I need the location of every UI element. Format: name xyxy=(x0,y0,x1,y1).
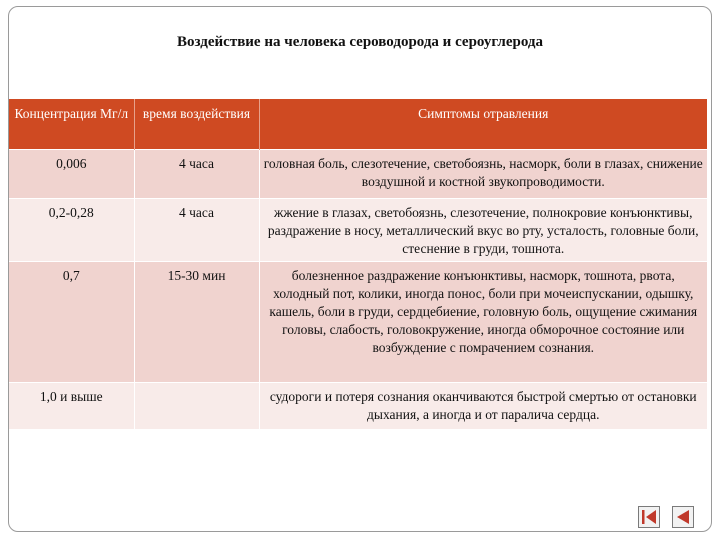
cell-symptoms: болезненное раздражение конъюнктивы, насморк, тошнота, рвота, холодный пот, колики, иногда понос, боли при мочеиспускании, одышку, кашель, боли в груди, сердцебиение, головную боль, ощущение сжимания головы, слабость, головокружение, иногда обморочное состояние или возбуждение с помрачением сознания. xyxy=(259,262,707,383)
cell-concentration: 1,0 и выше xyxy=(9,383,134,430)
table-row xyxy=(9,262,707,383)
previous-slide-icon xyxy=(673,507,693,527)
table-header-row xyxy=(9,99,707,150)
cell-concentration: 0,7 xyxy=(9,262,134,383)
cell-concentration: 0,006 xyxy=(9,150,134,199)
table-row xyxy=(9,383,707,430)
cell-symptoms: головная боль, слезотечение, светобоязнь, насморк, боли в глазах, снижение воздушной и костной звукопроводимости. xyxy=(259,150,707,199)
cell-concentration: 0,2-0,28 xyxy=(9,199,134,262)
table-row xyxy=(9,150,707,199)
first-slide-button[interactable] xyxy=(638,506,660,528)
cell-exposure-time xyxy=(134,383,259,430)
cell-symptoms: жжение в глазах, светобоязнь, слезотечение, полнокровие конъюнктивы, раздражение в носу, металлический вкус во рту, усталость, головные боли, стеснение в груди, тошнота. xyxy=(259,199,707,262)
header-symptoms: Симптомы отравления xyxy=(259,99,707,150)
header-exposure-time: время воздействия xyxy=(134,99,259,150)
poisoning-table xyxy=(9,99,707,429)
table-row xyxy=(9,199,707,262)
previous-slide-button[interactable] xyxy=(672,506,694,528)
skip-to-first-icon xyxy=(639,507,659,527)
cell-exposure-time: 15-30 мин xyxy=(134,262,259,383)
cell-symptoms: судороги и потеря сознания оканчиваются быстрой смертью от остановки дыхания, а иногда и от паралича сердца. xyxy=(259,383,707,430)
slide-title: Воздействие на человека сероводорода и сероуглерода xyxy=(177,34,543,50)
header-concentration: Концентрация Мг/л xyxy=(9,99,134,150)
cell-exposure-time: 4 часа xyxy=(134,150,259,199)
cell-exposure-time: 4 часа xyxy=(134,199,259,262)
